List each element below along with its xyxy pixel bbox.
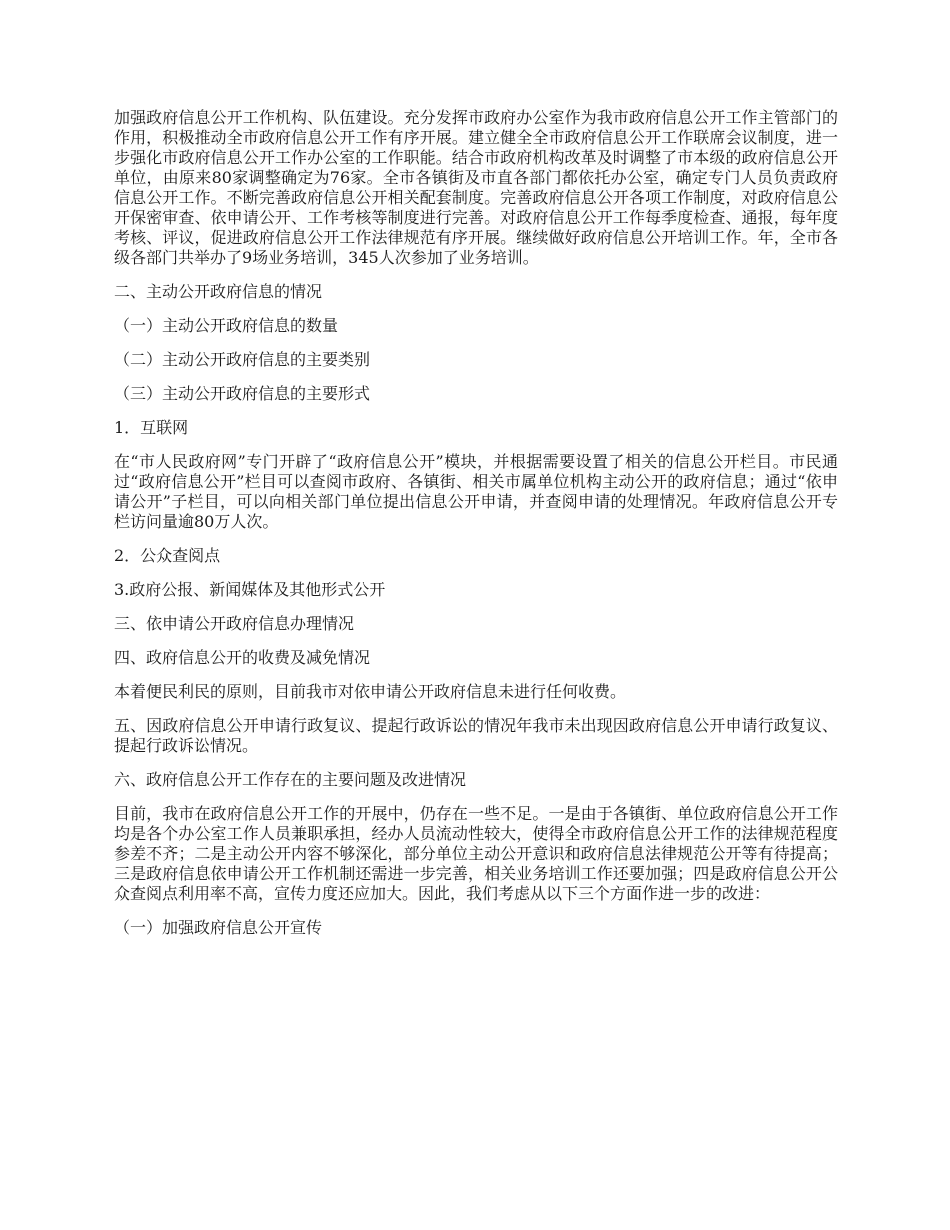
subheading-2-3: （三）主动公开政府信息的主要形式 bbox=[114, 384, 371, 403]
heading-section-3: 三、依申请公开政府信息办理情况 bbox=[114, 614, 355, 633]
heading-section-6: 六、政府信息公开工作存在的主要问题及改进情况 bbox=[114, 770, 467, 789]
heading-section-4: 四、政府信息公开的收费及减免情况 bbox=[114, 648, 371, 667]
item-public-reading-point: 2．公众查阅点 bbox=[114, 546, 221, 565]
heading-section-2: 二、主动公开政府信息的情况 bbox=[114, 282, 323, 301]
paragraph-internet: 在“市人民政府网”专门开辟了“政府信息公开”模块，并根据需要设置了相关的信息公开栏目。市民通过“政府信息公开”栏目可以查阅市政府、各镇街、相关市属单位机构主动公开的政府信息；通过“依申请公开”子栏目，可以向相关部门单位提出信息公开申请，并查阅申请的处理情况。年政府信息公开专栏访问量逾80万人次。 bbox=[114, 452, 838, 531]
paragraph-work-organization: 加强政府信息公开工作机构、队伍建设。充分发挥市政府办公室作为我市政府信息公开工作主管部门的作用，积极推动全市政府信息公开工作有序开展。建立健全全市政府信息公开工作联席会议制度，进一步强化市政府信息公开工作办公室的工作职能。结合市政府机构改革及时调整了市本级的政府信息公开单位，由原来80家调整确定为76家。全市各镇街及市直各部门都依托办公室，确定专门人员负责政府信息公开工作。不断完善政府信息公开相关配套制度。完善政府信息公开各项工作制度，对政府信息公开保密审查、依申请公开、工作考核等制度进行完善。对政府信息公开工作每季度检查、通报，每年度考核、评议，促进政府信息公开工作法律规范有序开展。继续做好政府信息公开培训工作。年，全市各级各部门共举办了9场业务培训，345人次参加了业务培训。 bbox=[114, 108, 838, 267]
paragraph-fees: 本着便民利民的原则，目前我市对依申请公开政府信息未进行任何收费。 bbox=[114, 682, 627, 701]
paragraph-problems: 目前，我市在政府信息公开工作的开展中，仍存在一些不足。一是由于各镇街、单位政府信息公开工作均是各个办公室工作人员兼职承担，经办人员流动性较大，使得全市政府信息公开工作的法律规范程度参差不齐；二是主动公开内容不够深化，部分单位主动公开意识和政府信息法律规范公开等有待提高；三是政府信息依申请公开工作机制还需进一步完善，相关业务培训工作还要加强；四是政府信息公开公众查阅点利用率不高，宣传力度还应加大。因此，我们考虑从以下三个方面作进一步的改进： bbox=[114, 804, 838, 903]
subheading-2-2: （二）主动公开政府信息的主要类别 bbox=[114, 350, 371, 369]
document-page bbox=[114, 108, 838, 952]
item-gazette-media: 3.政府公报、新闻媒体及其他形式公开 bbox=[114, 580, 386, 599]
item-internet: 1．互联网 bbox=[114, 418, 189, 437]
subheading-6-1: （一）加强政府信息公开宣传 bbox=[114, 918, 323, 937]
subheading-2-1: （一）主动公开政府信息的数量 bbox=[114, 316, 339, 335]
heading-section-5: 五、因政府信息公开申请行政复议、提起行政诉讼的情况年我市未出现因政府信息公开申请行政复议、提起行政诉讼情况。 bbox=[114, 716, 838, 755]
